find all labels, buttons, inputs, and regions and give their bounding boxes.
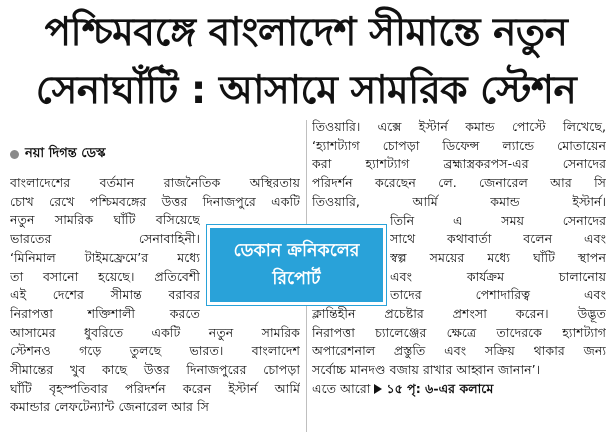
text-line: নিরাপত্তা চ্যালেঞ্জের ক্ষেত্রে তাদেরকে হ্যাশট্যাগ bbox=[312, 324, 606, 340]
text-line: তিনি এ সময় সেনাদের bbox=[390, 212, 606, 228]
byline bbox=[10, 144, 105, 165]
text-line: স্বল্প সময়ের মধ্যে ঘাঁটি স্থাপন bbox=[390, 249, 606, 265]
callout-box bbox=[207, 225, 386, 305]
text-line: ভারতের সেনাবাহিনী। bbox=[10, 231, 200, 247]
text-line: বাংলাদেশের বর্তমান রাজনৈতিক অস্থিরতায় bbox=[10, 175, 300, 190]
continuation-prefix: এতে আরো bbox=[312, 380, 371, 396]
text-line: সাথে কথাবার্তা বলেন এবং bbox=[390, 231, 606, 247]
continuation-reference: ১৫ পৃ: ৬-এর কলামে bbox=[386, 380, 494, 396]
continuation-line bbox=[312, 380, 606, 399]
text-line: তা বসানো হয়েছে। প্রতিবেশী bbox=[10, 268, 200, 284]
byline-bullet-icon bbox=[10, 150, 19, 159]
continuation-arrow-icon bbox=[374, 384, 382, 394]
text-line: তাদের পেশাদারিত্ব এবং bbox=[390, 287, 606, 303]
text-line: চোখ রেখে পশ্চিমবঙ্গের উত্তর দিনাজপুরে একটি bbox=[10, 193, 300, 209]
text-line: ঘাঁটি বৃহস্পতিবার পরিদর্শন করেন ইস্টার্ন আর্মি bbox=[10, 380, 300, 396]
text-line: এই দেশের সীমান্ত বরাবর bbox=[10, 287, 200, 303]
text-line: পরিদর্শন করেছেন লে. জেনারেল আর সি bbox=[312, 175, 606, 191]
text-line: অপারেশনাল প্রস্তুতি এবং সক্রিয় থাকার জন্য bbox=[312, 343, 606, 359]
headline-line-1: পশ্চিমবঙ্গে বাংলাদেশ সীমান্তে নতুন bbox=[44, 10, 568, 55]
text-line: আসামের ধুবরিতে একটি নতুন সামরিক bbox=[10, 324, 300, 340]
text-line: তিওয়ারি, আর্মি কমান্ড ইস্টার্ন। bbox=[312, 193, 606, 209]
callout-line-2: রিপোর্ট bbox=[272, 269, 321, 289]
text-line: নতুন সামরিক ঘাঁটি বসিয়েছে bbox=[10, 212, 200, 228]
text-line: করা হ্যাশট্যাগ ব্রহ্মাস্ত্রকরপস-এর সেনাদের bbox=[312, 156, 606, 172]
text-line: ক্লান্তিহীন প্রচেষ্টার প্রশংসা করেন। উদ্ভূত bbox=[312, 306, 606, 322]
byline-text: নয়া দিগন্ত ডেস্ক bbox=[25, 146, 106, 161]
text-line: সর্বোচ্চ মানদণ্ড বজায় রাখার আহ্বান জানান’। bbox=[312, 362, 541, 378]
text-line: ‘হ্যাশট্যাগ চোপড়া ডিফেন্স ল্যান্ডে মোতায়েন bbox=[312, 137, 606, 153]
text-line: এবং কার্যক্রম চালানোয় bbox=[390, 268, 606, 284]
callout-line-1: ডেকান ক্রনিকলের bbox=[233, 241, 360, 261]
text-line: নিরাপত্তা শক্তিশালী করতে bbox=[10, 305, 200, 321]
headline bbox=[6, 4, 606, 120]
headline-line-2: সেনাঘাঁটি : আসামে সামরিক স্টেশন bbox=[35, 68, 577, 113]
text-line: স্টেশনও গড়ে তুলছে ভারত। বাংলাদেশ bbox=[10, 343, 300, 359]
text-line: কমান্ডার লেফটেন্যান্ট জেনারেল আর সি bbox=[10, 399, 209, 415]
text-line: তিওয়ারি। এক্সে ইস্টার্ন কমান্ড পোস্টে লিখেছে, bbox=[312, 119, 606, 134]
text-line: ‘মিনিমাল টাইমফ্রেমে’র মধ্যে bbox=[10, 249, 200, 265]
text-line: সীমান্তের খুব কাছে উত্তর দিনাজপুরের চোপড়া bbox=[10, 362, 300, 378]
